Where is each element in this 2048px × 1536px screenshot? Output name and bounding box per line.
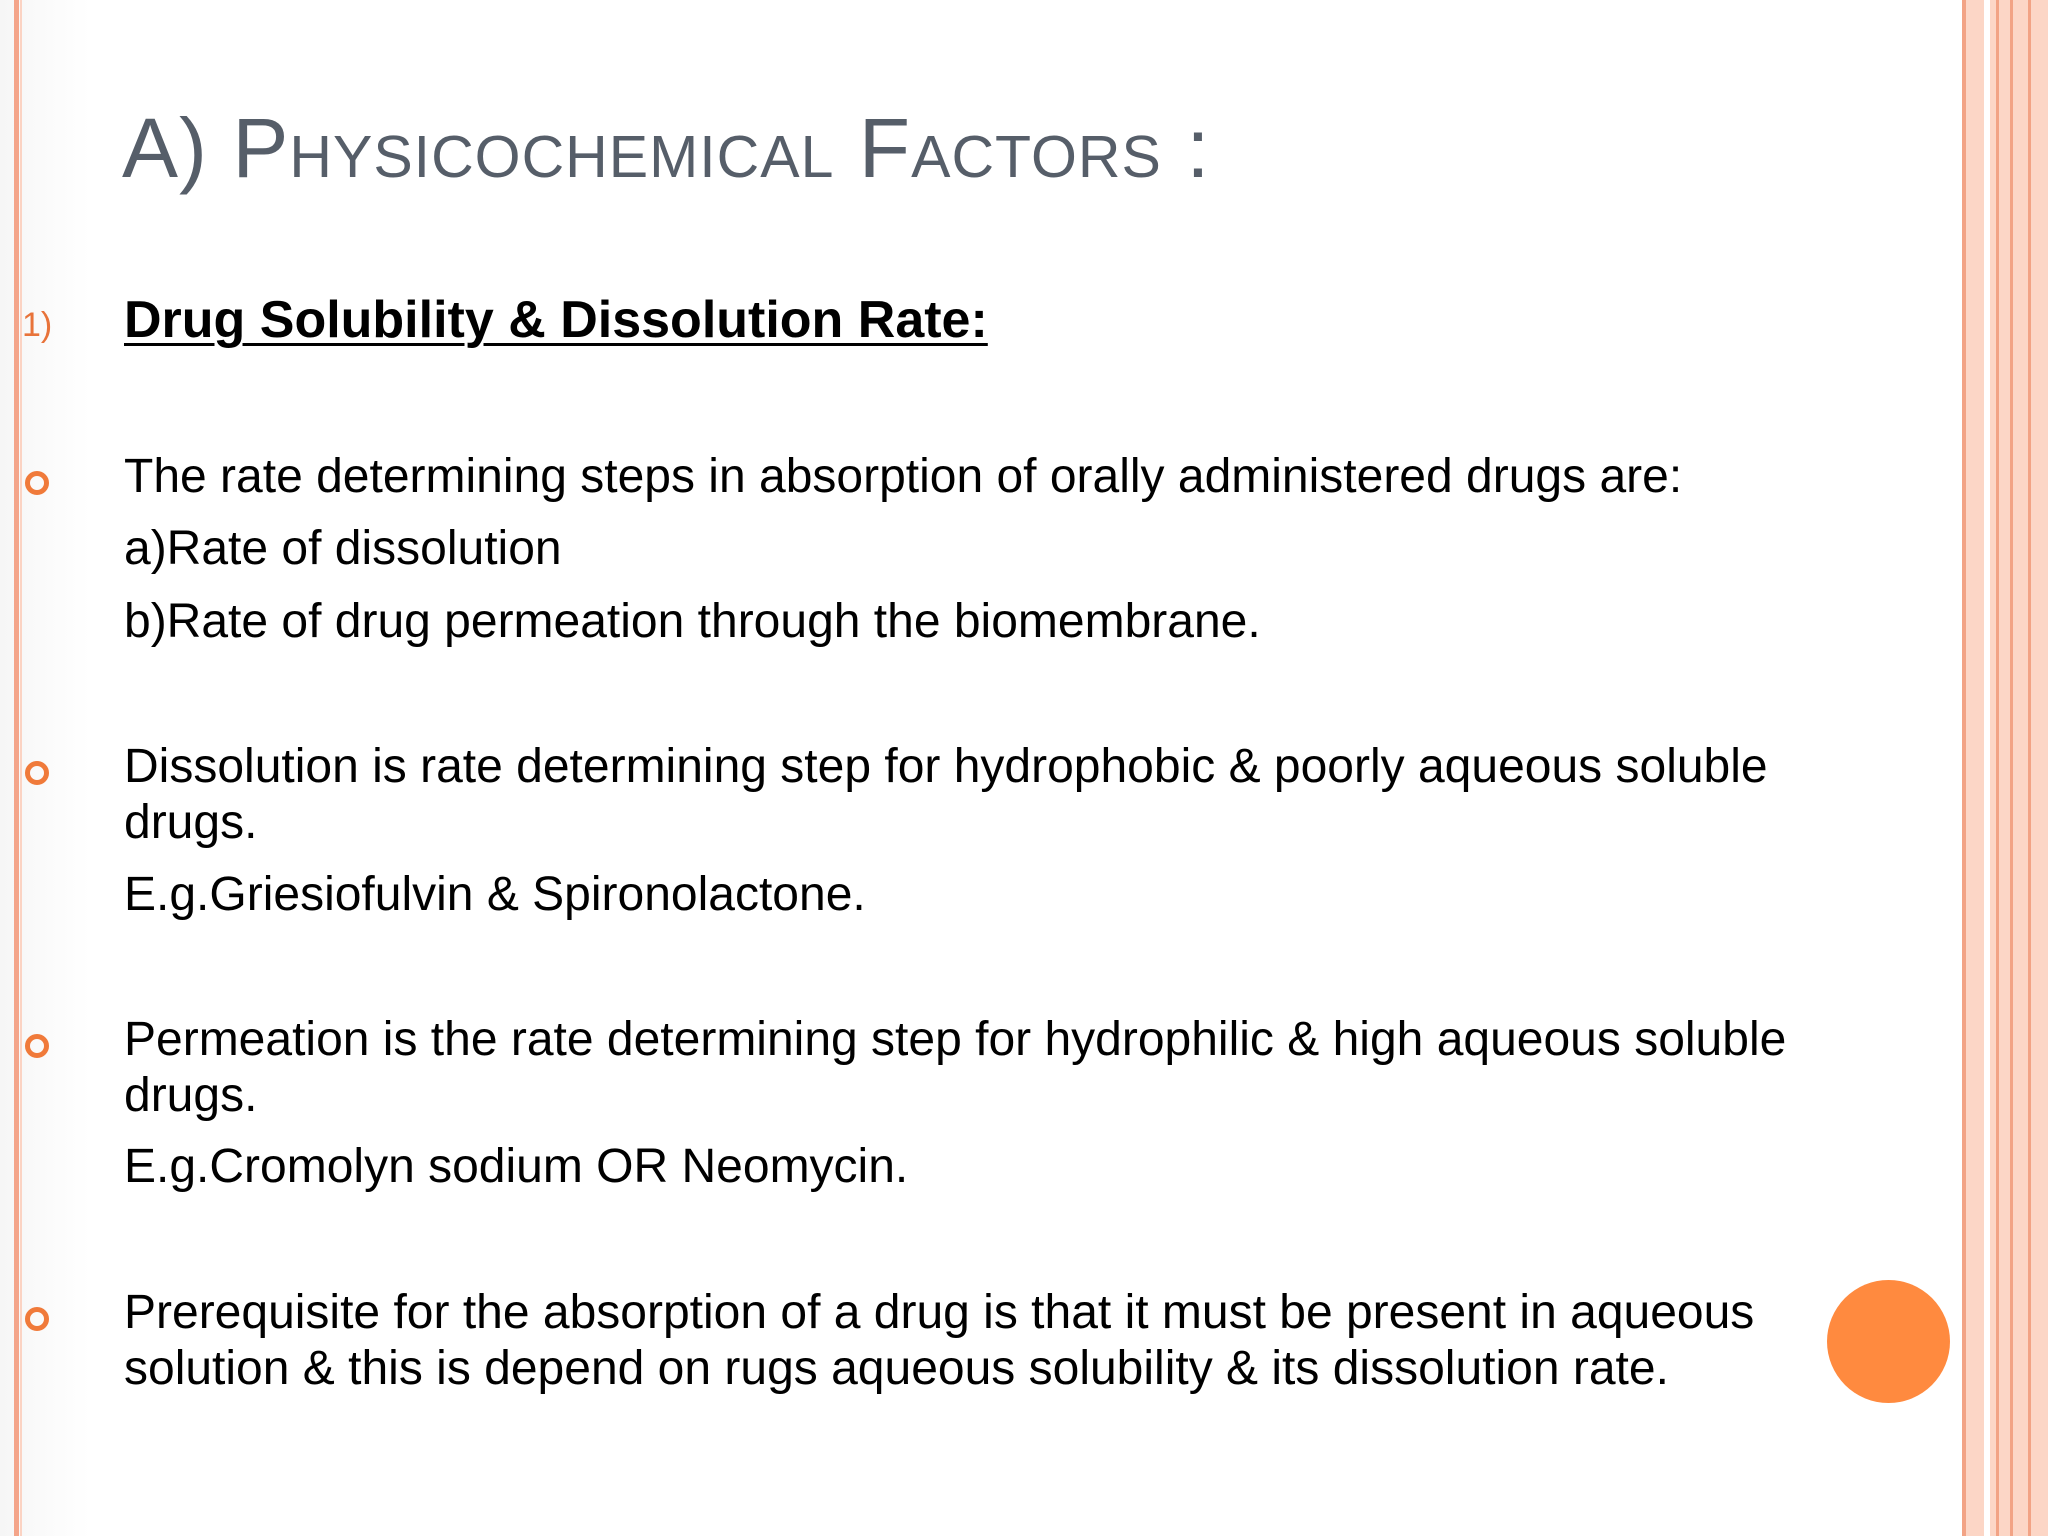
ring-bullet-icon <box>25 1307 49 1331</box>
right-border-line-outer-1 <box>1996 0 1999 1536</box>
bullet-2-line-3: E.g.Griesiofulvin & Spironolactone. <box>124 868 866 921</box>
orange-circle-decoration <box>1827 1280 1950 1403</box>
right-border-line-outer-3 <box>2028 0 2031 1536</box>
ring-bullet-icon <box>25 761 49 785</box>
bullet-3-line-3: E.g.Cromolyn sodium OR Neomycin. <box>124 1140 909 1193</box>
bullet-4-line-2: solution & this is depend on rugs aqueous solubility & its dissolution rate. <box>124 1342 1669 1395</box>
bullet-4-line-1: Prerequisite for the absorption of a drug is that it must be present in aqueous <box>124 1286 1755 1339</box>
section-heading: Drug Solubility & Dissolution Rate: <box>124 291 988 349</box>
bullet-2-line-1: Dissolution is rate determining step for hydrophobic & poorly aqueous soluble <box>124 740 1768 793</box>
right-border-line <box>1962 0 1966 1536</box>
bullet-3-line-2: drugs. <box>124 1069 258 1122</box>
ring-bullet-icon <box>25 1034 49 1058</box>
left-border-line-thin <box>20 0 22 1536</box>
ring-bullet-icon <box>25 471 49 495</box>
bullet-3-line-1: Permeation is the rate determining step for hydrophilic & high aqueous soluble <box>124 1013 1787 1066</box>
bullet-1-line-1: The rate determining steps in absorption of orally administered drugs are: <box>124 450 1683 503</box>
right-border-band <box>1964 0 1984 1536</box>
section-number: 1) <box>22 306 53 344</box>
left-border-line <box>14 0 19 1536</box>
slide-title: A) Physicochemical Factors : <box>122 101 1211 195</box>
bullet-1-line-2: a)Rate of dissolution <box>124 522 562 575</box>
bullet-1-line-3: b)Rate of drug permeation through the biomembrane. <box>124 595 1261 648</box>
right-border-line-outer-2 <box>2010 0 2013 1536</box>
bullet-2-line-2: drugs. <box>124 796 258 849</box>
